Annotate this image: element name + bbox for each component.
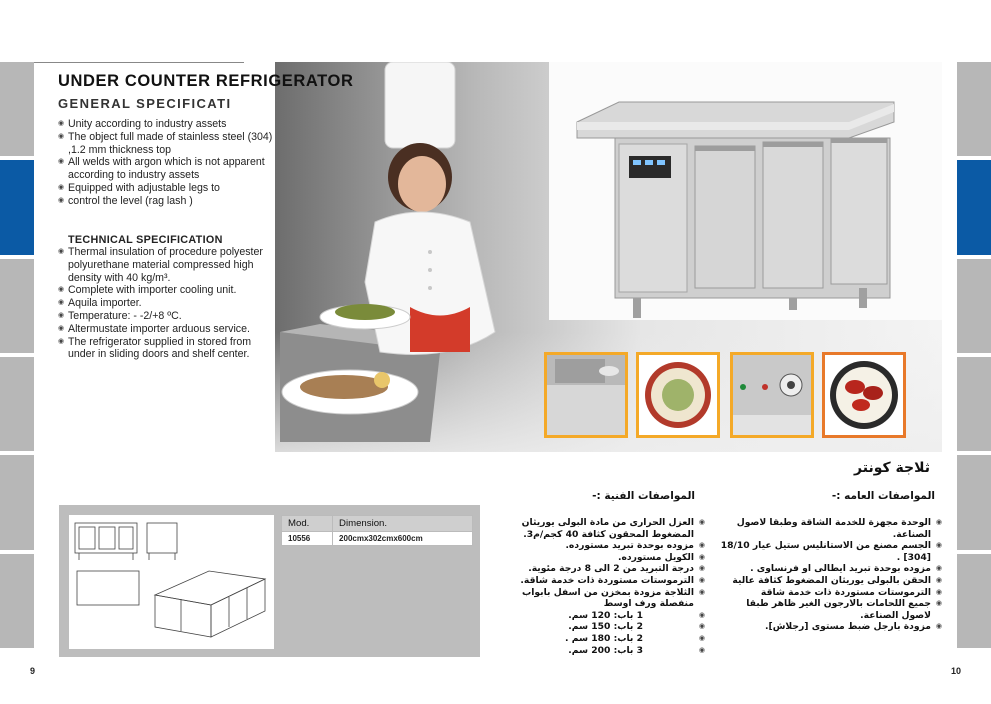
list-item: ◉ Aquila importer. bbox=[58, 297, 273, 310]
list-item: ◉ The object full made of stainless steel (304) ,1.2 mm thickness top bbox=[58, 131, 273, 157]
arabic-title: ثلاجة كونتر bbox=[854, 460, 930, 476]
arabic-technical-heading: المواصفات الفنية :- bbox=[592, 490, 695, 502]
general-spec-list bbox=[58, 118, 273, 208]
side-tab-active bbox=[0, 160, 34, 254]
side-tab bbox=[957, 62, 991, 156]
list-item: ◉ درجة التبريد من 2 الى 8 درجة مئوية. bbox=[505, 563, 705, 575]
technical-spec-heading: TECHNICAL SPECIFICATION bbox=[68, 234, 223, 246]
list-item: ◉ Altermustate importer arduous service. bbox=[58, 323, 273, 336]
page-title: UNDER COUNTER REFRIGERATOR bbox=[58, 72, 354, 90]
list-item: ◉ مزوده بوحدة تبريد مستورده. bbox=[505, 540, 705, 552]
list-item: ◉ Thermal insulation of procedure polyester polyurethane material compressed high density with 40 kg/m³. bbox=[58, 246, 273, 284]
side-tab bbox=[957, 455, 991, 549]
list-item: ◉ الترموستات مستوردة ذات خدمة شاقة. bbox=[505, 575, 705, 587]
model-box bbox=[59, 505, 480, 657]
list-item: ◉ Temperature: - -2/+8 ºC. bbox=[58, 310, 273, 323]
door-option: ◉ 2 باب: 180 سم . bbox=[505, 633, 705, 645]
general-spec-heading: GENERAL SPECIFICATI bbox=[58, 96, 232, 111]
column-header-dimension: Dimension. bbox=[333, 516, 473, 532]
side-tab bbox=[0, 259, 34, 353]
list-item: ◉ الجسم مصنع من الاستانليس ستيل عيار 18/10 [304] . bbox=[720, 540, 942, 563]
page-number-left: 9 bbox=[30, 666, 36, 676]
technical-drawing bbox=[69, 515, 274, 649]
model-cell: 10556 bbox=[282, 532, 333, 546]
table-row bbox=[282, 532, 473, 546]
side-tab-active bbox=[957, 160, 991, 254]
side-tab bbox=[0, 62, 34, 156]
spec-table bbox=[281, 515, 473, 546]
list-item: ◉ الوحدة مجهزة للخدمة الشاقة وطبقا لاصول الصناعة. bbox=[720, 517, 942, 540]
side-tab bbox=[957, 259, 991, 353]
side-tab bbox=[957, 554, 991, 648]
list-item: ◉ Unity according to industry assets bbox=[58, 118, 273, 131]
column-header-model: Mod. bbox=[282, 516, 333, 532]
list-item: ◉ All welds with argon which is not apparent according to industry assets bbox=[58, 156, 273, 182]
door-option: ◉ 1 باب: 120 سم. bbox=[505, 610, 705, 622]
list-item: ◉ الكويل مستورده. bbox=[505, 552, 705, 564]
list-item: ◉ الثلاجة مزودة بمخزن من اسفل بابواب منفصلة ورف اوسط bbox=[505, 587, 705, 610]
arabic-general-list bbox=[720, 517, 942, 633]
thumbnail-chicken-plate bbox=[822, 352, 906, 438]
side-tab bbox=[0, 554, 34, 648]
thumbnail-stainless-detail bbox=[544, 352, 628, 438]
list-item: ◉ Equipped with adjustable legs to bbox=[58, 182, 273, 195]
right-side-tabs bbox=[957, 62, 991, 652]
table-header-row bbox=[282, 516, 473, 532]
list-item: ◉ control the level (rag lash ) bbox=[58, 195, 273, 208]
page-number-right: 10 bbox=[950, 666, 961, 676]
list-item: ◉ العزل الحرارى من مادة البولى يوريثان المضغوط المحقون كثافة 40 كجم/م3. bbox=[505, 517, 705, 540]
arabic-general-heading: المواصفات العامه :- bbox=[831, 490, 935, 502]
arabic-technical-list bbox=[505, 517, 705, 656]
side-tab bbox=[0, 455, 34, 549]
list-item: ◉ الترموستات مستوردة ذات خدمة شاقة bbox=[720, 587, 942, 599]
chef-illustration bbox=[280, 62, 540, 452]
list-item: ◉ The refrigerator supplied in stored from under in sliding doors and shelf center. bbox=[58, 336, 273, 362]
list-item: ◉ مزوده بوحدة تبريد ايطالى او فرنساوى . bbox=[720, 563, 942, 575]
top-divider bbox=[34, 62, 244, 63]
thumbnail-food-plate bbox=[636, 352, 720, 438]
list-item: ◉ Complete with importer cooling unit. bbox=[58, 284, 273, 297]
dimension-cell: 200cmx302cmx600cm bbox=[333, 532, 473, 546]
refrigerator-illustration bbox=[549, 62, 942, 320]
technical-spec-list bbox=[58, 246, 273, 361]
left-side-tabs bbox=[0, 62, 34, 652]
side-tab bbox=[0, 357, 34, 451]
door-option: ◉ 3 باب: 200 سم. bbox=[505, 645, 705, 657]
list-item: ◉ الحقن بالبولى يوريثان المضغوط كثافة عالية bbox=[720, 575, 942, 587]
side-tab bbox=[957, 357, 991, 451]
thumbnail-control-panel bbox=[730, 352, 814, 438]
list-item: ◉ مزودة بارجل ضبط مستوى [رجلاش]. bbox=[720, 621, 942, 633]
door-option: ◉ 2 باب: 150 سم. bbox=[505, 621, 705, 633]
list-item: ◉ جميع اللحامات بالارجون الغير ظاهر طبقا لاصول الصناعة. bbox=[720, 598, 942, 621]
fridge-image-panel bbox=[549, 62, 942, 320]
